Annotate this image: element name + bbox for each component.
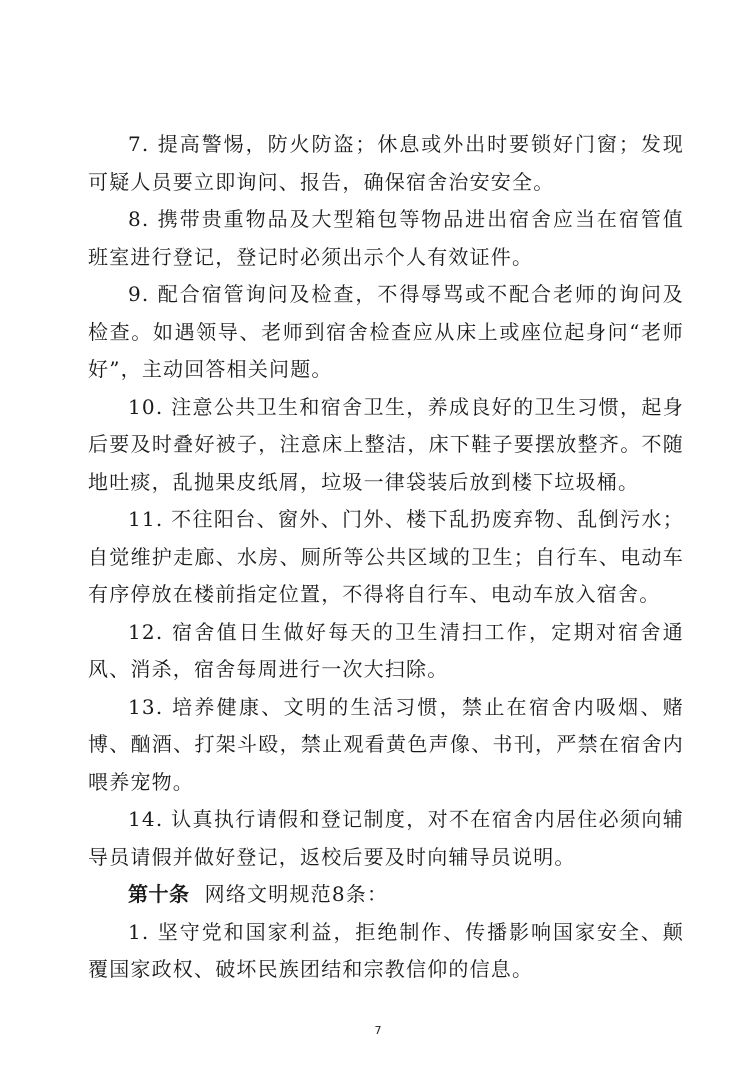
rule-item-10: 10. 注意公共卫生和宿舍卫生，养成良好的卫生习惯，起身后要及时叠好被子，注意床上整洁，床下鞋子要摆放整齐。不随地吐痰，乱抛果皮纸屑，垃圾一律袋装后放到楼下垃圾桶。 [88,394,684,494]
rule-item-11: 11. 不往阳台、窗外、门外、楼下乱扔废弃物、乱倒污水；自觉维护走廊、水房、厕所等公共区域的卫生；自行车、电动车有序停放在楼前指定位置，不得将自行车、电动车放入宿舍。 [88,507,684,606]
page-number: 7 [374,1024,382,1037]
document-body [88,126,684,989]
section-title: 第十条 [128,882,190,906]
rule-item-12: 12. 宿舍值日生做好每天的卫生清扫工作，定期对宿舍通风、消杀，宿舍每周进行一次大扫除。 [88,619,684,681]
rule-item-13: 13. 培养健康、文明的生活习惯，禁止在宿舍内吸烟、赌博、酗酒、打架斗殴，禁止观看黄色声像、书刊，严禁在宿舍内喂养宠物。 [88,694,684,794]
section-heading [88,876,684,914]
rule-item-14: 14. 认真执行请假和登记制度，对不在宿舍内居住必须向辅导员请假并做好登记，返校后要及时向辅导员说明。 [88,807,684,869]
rule-item-7: 7. 提高警惕，防火防盗；休息或外出时要锁好门窗；发现可疑人员要立即询问、报告，确保宿舍治安安全。 [88,132,684,194]
rule-item-8: 8. 携带贵重物品及大型箱包等物品进出宿舍应当在宿管值班室进行登记，登记时必须出示个人有效证件。 [88,207,684,269]
rule-item-9: 9. 配合宿管询问及检查，不得辱骂或不配合老师的询问及检查。如遇领导、老师到宿舍检查应从床上或座位起身问“老师好”，主动回答相关问题。 [88,282,684,381]
section-subtitle: 网络文明规范8条： [204,882,389,906]
network-rule-item-1: 1. 坚守党和国家利益，拒绝制作、传播影响国家安全、颠覆国家政权、破坏民族团结和宗教信仰的信息。 [88,919,684,981]
